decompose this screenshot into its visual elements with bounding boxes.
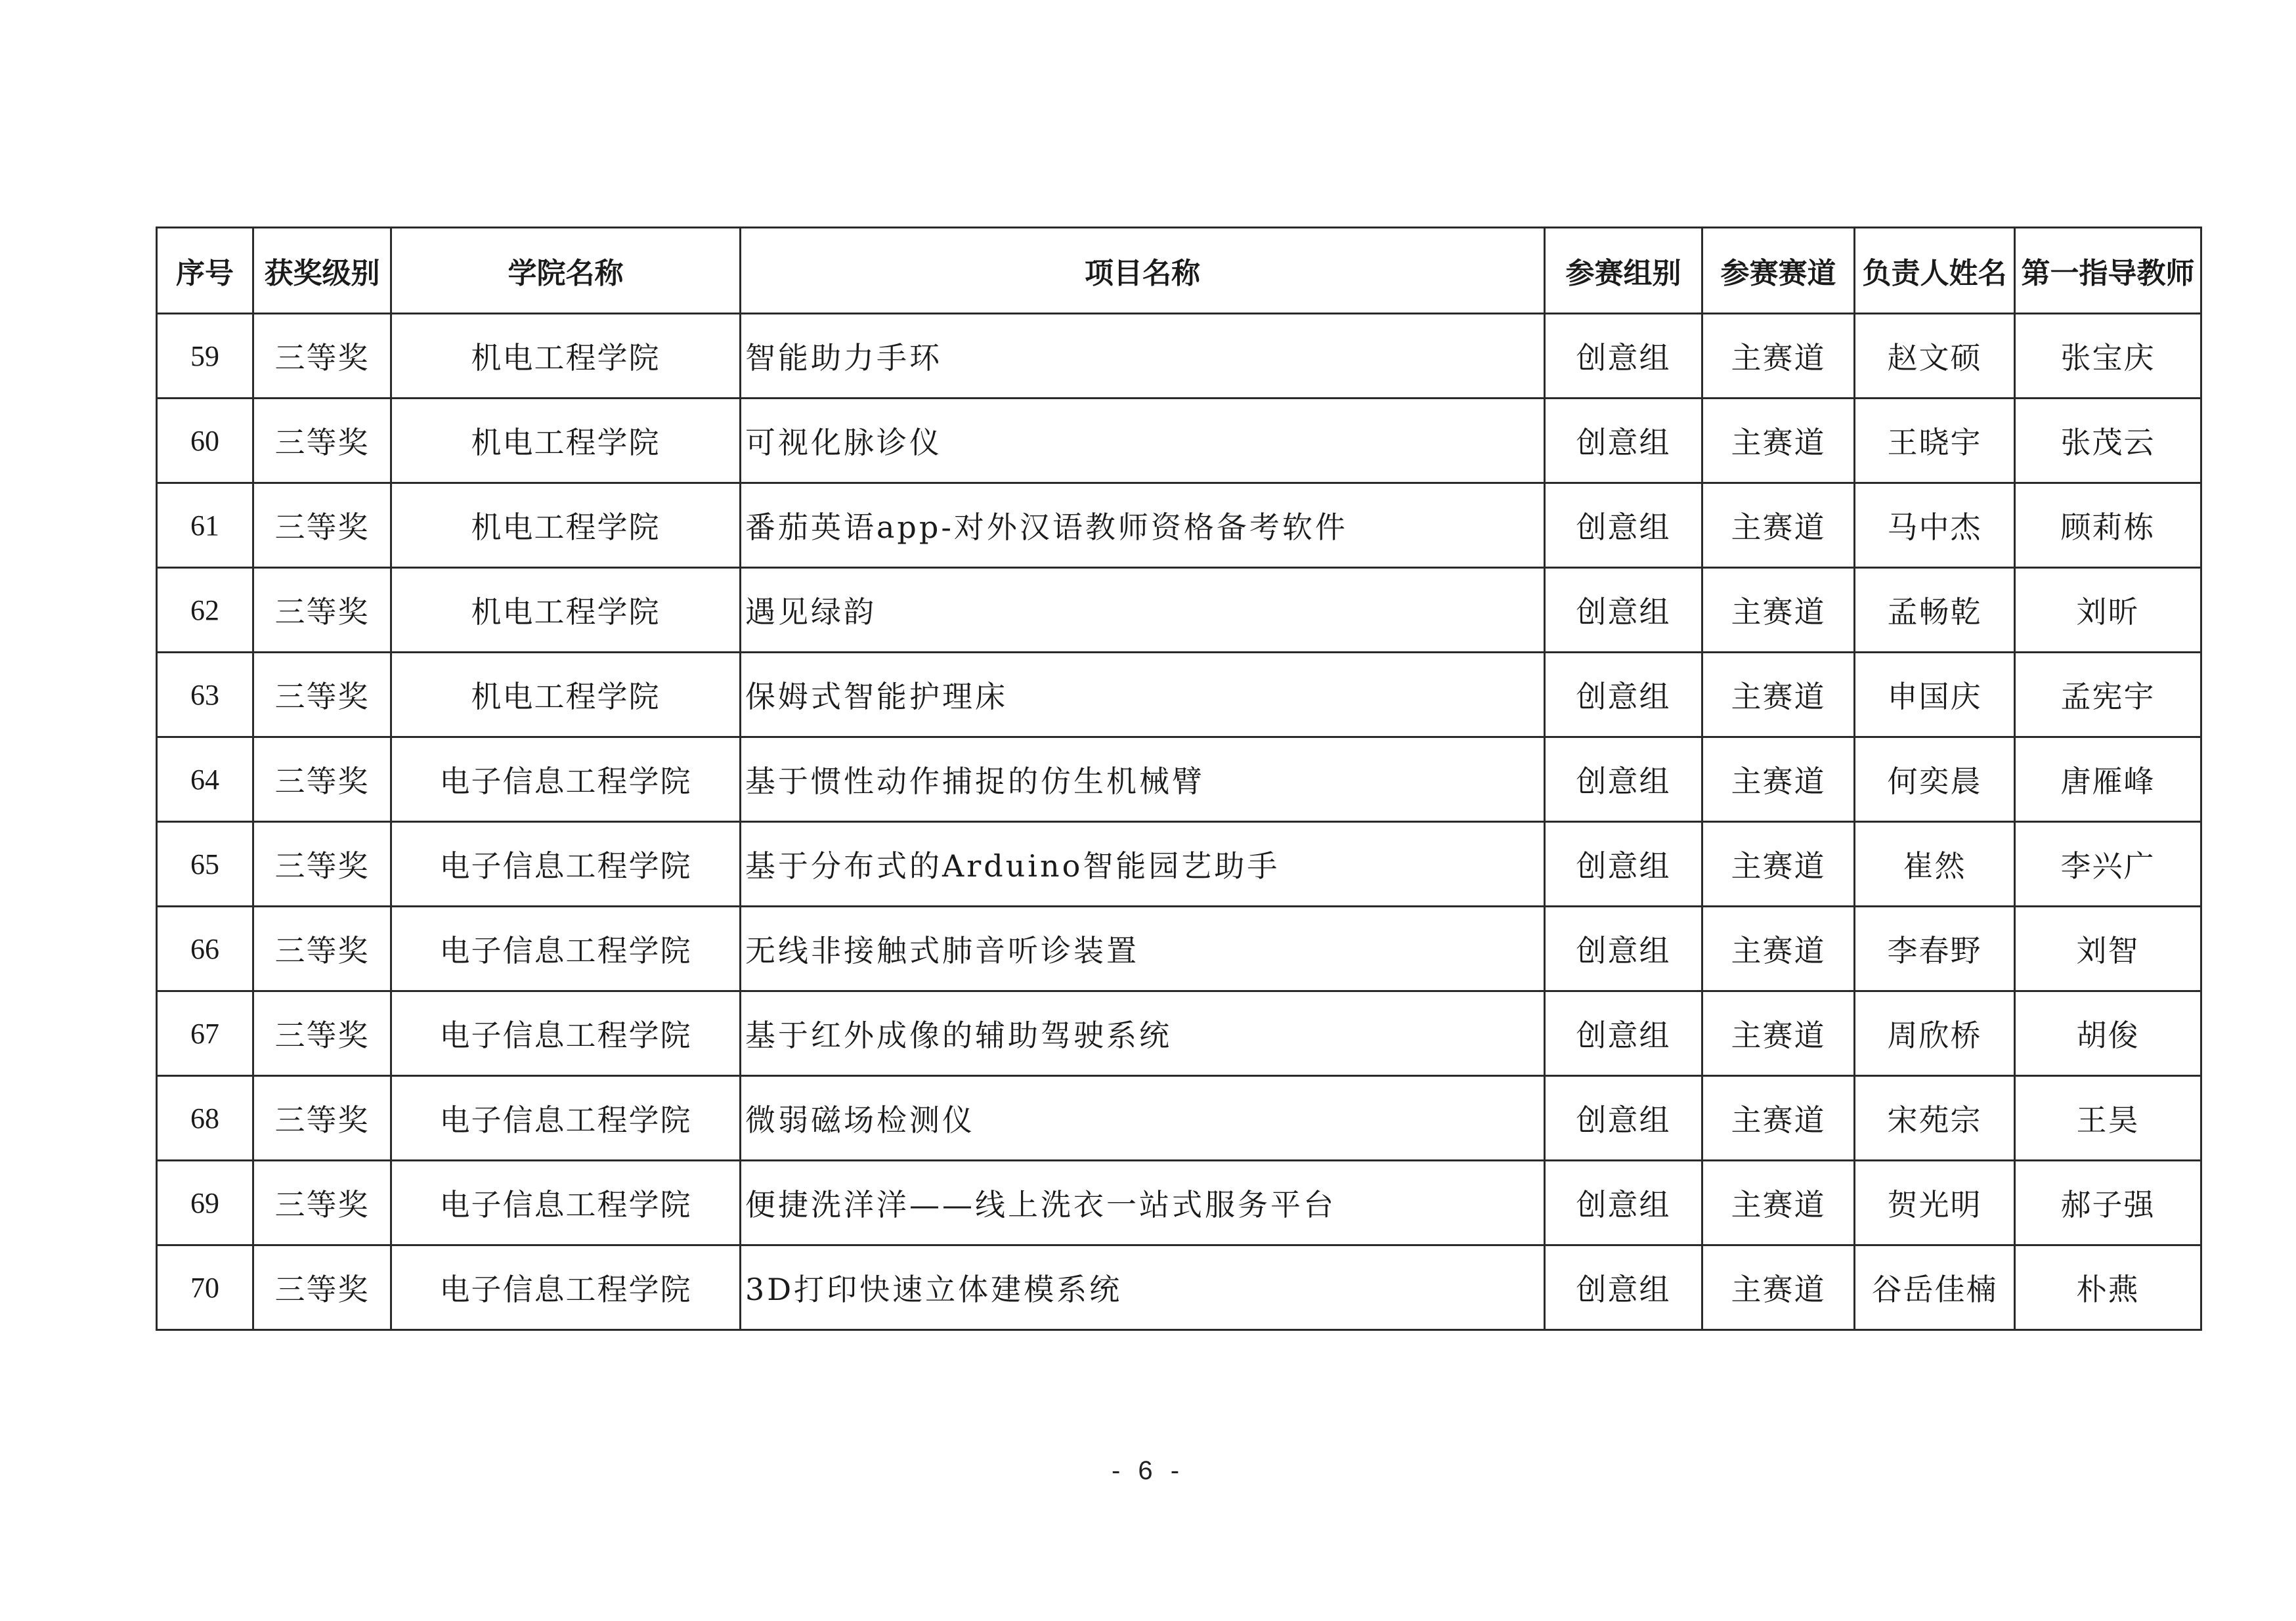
cell-advisor: 张宝庆	[2015, 314, 2201, 399]
cell-college: 机电工程学院	[391, 314, 741, 399]
cell-project: 智能助力手环	[741, 314, 1545, 399]
cell-college: 电子信息工程学院	[391, 907, 741, 991]
cell-track: 主赛道	[1702, 1245, 1855, 1330]
cell-group: 创意组	[1545, 568, 1702, 653]
table-row	[157, 653, 2201, 737]
cell-track: 主赛道	[1702, 653, 1855, 737]
cell-project: 无线非接触式肺音听诊装置	[741, 907, 1545, 991]
cell-index: 59	[157, 314, 253, 399]
cell-college: 机电工程学院	[391, 483, 741, 568]
cell-project: 可视化脉诊仪	[741, 399, 1545, 483]
cell-leader: 王晓宇	[1855, 399, 2015, 483]
cell-award-level: 三等奖	[253, 1076, 391, 1161]
header-project: 项目名称	[741, 228, 1545, 314]
cell-group: 创意组	[1545, 991, 1702, 1076]
cell-index: 66	[157, 907, 253, 991]
cell-advisor: 李兴广	[2015, 822, 2201, 907]
cell-advisor: 孟宪宇	[2015, 653, 2201, 737]
cell-award-level: 三等奖	[253, 568, 391, 653]
cell-group: 创意组	[1545, 907, 1702, 991]
cell-advisor: 胡俊	[2015, 991, 2201, 1076]
cell-group: 创意组	[1545, 314, 1702, 399]
cell-college: 电子信息工程学院	[391, 822, 741, 907]
table-row	[157, 1245, 2201, 1330]
table-row	[157, 1161, 2201, 1245]
cell-leader: 马中杰	[1855, 483, 2015, 568]
cell-leader: 李春野	[1855, 907, 2015, 991]
awards-table	[156, 227, 2202, 1331]
header-index: 序号	[157, 228, 253, 314]
table-row	[157, 568, 2201, 653]
cell-college: 机电工程学院	[391, 568, 741, 653]
cell-advisor: 郝子强	[2015, 1161, 2201, 1245]
cell-award-level: 三等奖	[253, 737, 391, 822]
cell-track: 主赛道	[1702, 483, 1855, 568]
cell-group: 创意组	[1545, 399, 1702, 483]
header-row	[157, 228, 2201, 314]
table-body	[157, 314, 2201, 1330]
cell-advisor: 唐雁峰	[2015, 737, 2201, 822]
cell-leader: 周欣桥	[1855, 991, 2015, 1076]
cell-leader: 何奕晨	[1855, 737, 2015, 822]
cell-index: 60	[157, 399, 253, 483]
cell-advisor: 朴燕	[2015, 1245, 2201, 1330]
cell-group: 创意组	[1545, 483, 1702, 568]
cell-advisor: 顾莉栋	[2015, 483, 2201, 568]
table-row	[157, 991, 2201, 1076]
cell-group: 创意组	[1545, 1076, 1702, 1161]
cell-project: 保姆式智能护理床	[741, 653, 1545, 737]
table-row	[157, 399, 2201, 483]
cell-leader: 崔然	[1855, 822, 2015, 907]
cell-index: 70	[157, 1245, 253, 1330]
cell-award-level: 三等奖	[253, 1161, 391, 1245]
cell-award-level: 三等奖	[253, 1245, 391, 1330]
page-number: - 6 -	[1111, 1456, 1185, 1485]
table-row	[157, 822, 2201, 907]
cell-award-level: 三等奖	[253, 314, 391, 399]
cell-leader: 贺光明	[1855, 1161, 2015, 1245]
cell-index: 61	[157, 483, 253, 568]
cell-advisor: 王昊	[2015, 1076, 2201, 1161]
cell-college: 电子信息工程学院	[391, 1245, 741, 1330]
cell-college: 电子信息工程学院	[391, 1161, 741, 1245]
cell-track: 主赛道	[1702, 399, 1855, 483]
cell-group: 创意组	[1545, 1245, 1702, 1330]
cell-group: 创意组	[1545, 1161, 1702, 1245]
cell-group: 创意组	[1545, 653, 1702, 737]
cell-award-level: 三等奖	[253, 907, 391, 991]
cell-track: 主赛道	[1702, 1161, 1855, 1245]
cell-index: 64	[157, 737, 253, 822]
cell-index: 67	[157, 991, 253, 1076]
cell-award-level: 三等奖	[253, 653, 391, 737]
table-header	[157, 228, 2201, 314]
cell-track: 主赛道	[1702, 314, 1855, 399]
cell-project: 番茄英语app-对外汉语教师资格备考软件	[741, 483, 1545, 568]
table-row	[157, 1076, 2201, 1161]
header-award-level: 获奖级别	[253, 228, 391, 314]
cell-college: 机电工程学院	[391, 399, 741, 483]
table-row	[157, 907, 2201, 991]
cell-leader: 申国庆	[1855, 653, 2015, 737]
cell-college: 电子信息工程学院	[391, 1076, 741, 1161]
header-leader: 负责人姓名	[1855, 228, 2015, 314]
cell-track: 主赛道	[1702, 568, 1855, 653]
cell-award-level: 三等奖	[253, 483, 391, 568]
cell-advisor: 张茂云	[2015, 399, 2201, 483]
cell-project: 基于惯性动作捕捉的仿生机械臂	[741, 737, 1545, 822]
cell-college: 机电工程学院	[391, 653, 741, 737]
cell-track: 主赛道	[1702, 991, 1855, 1076]
cell-leader: 谷岳佳楠	[1855, 1245, 2015, 1330]
cell-index: 69	[157, 1161, 253, 1245]
cell-college: 电子信息工程学院	[391, 737, 741, 822]
cell-track: 主赛道	[1702, 907, 1855, 991]
cell-advisor: 刘智	[2015, 907, 2201, 991]
cell-advisor: 刘昕	[2015, 568, 2201, 653]
cell-project: 基于红外成像的辅助驾驶系统	[741, 991, 1545, 1076]
cell-award-level: 三等奖	[253, 822, 391, 907]
cell-leader: 宋苑宗	[1855, 1076, 2015, 1161]
cell-project: 遇见绿韵	[741, 568, 1545, 653]
cell-track: 主赛道	[1702, 737, 1855, 822]
cell-leader: 赵文硕	[1855, 314, 2015, 399]
cell-leader: 孟畅乾	[1855, 568, 2015, 653]
cell-track: 主赛道	[1702, 822, 1855, 907]
cell-award-level: 三等奖	[253, 991, 391, 1076]
cell-project: 便捷洗洋洋——线上洗衣一站式服务平台	[741, 1161, 1545, 1245]
cell-group: 创意组	[1545, 822, 1702, 907]
cell-index: 63	[157, 653, 253, 737]
cell-project: 3D打印快速立体建模系统	[741, 1245, 1545, 1330]
header-advisor: 第一指导教师	[2015, 228, 2201, 314]
cell-project: 基于分布式的Arduino智能园艺助手	[741, 822, 1545, 907]
cell-index: 65	[157, 822, 253, 907]
cell-project: 微弱磁场检测仪	[741, 1076, 1545, 1161]
header-track: 参赛赛道	[1702, 228, 1855, 314]
cell-index: 62	[157, 568, 253, 653]
table-row	[157, 314, 2201, 399]
table-row	[157, 483, 2201, 568]
header-college: 学院名称	[391, 228, 741, 314]
cell-index: 68	[157, 1076, 253, 1161]
cell-group: 创意组	[1545, 737, 1702, 822]
cell-award-level: 三等奖	[253, 399, 391, 483]
header-group: 参赛组别	[1545, 228, 1702, 314]
cell-college: 电子信息工程学院	[391, 991, 741, 1076]
cell-track: 主赛道	[1702, 1076, 1855, 1161]
table-row	[157, 737, 2201, 822]
